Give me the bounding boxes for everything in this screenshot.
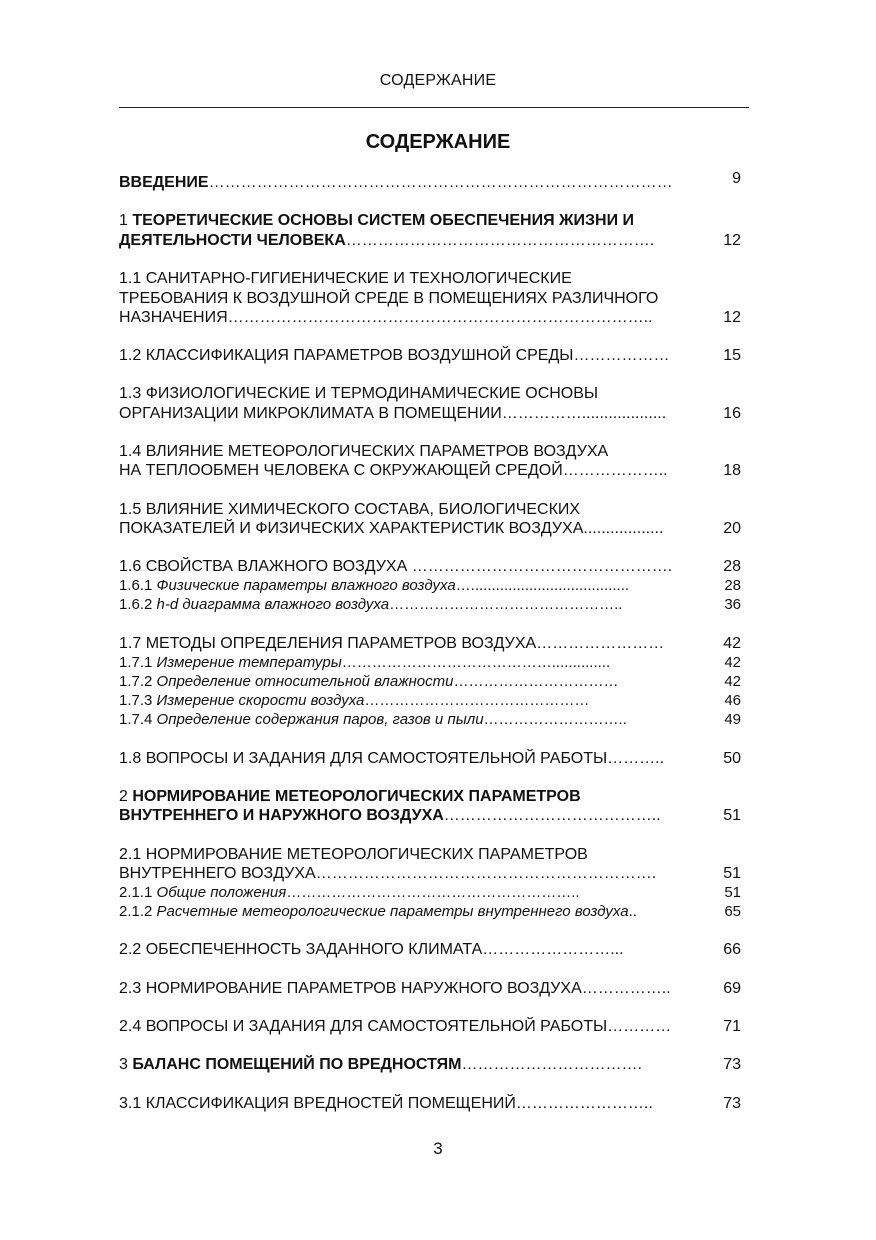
toc-title-text: 3.1 КЛАССИФИКАЦИЯ ВРЕДНОСТЕЙ ПОМЕЩЕНИЙ bbox=[119, 1095, 516, 1112]
toc-leader: ……………………………………… bbox=[364, 692, 590, 709]
toc-line[interactable] bbox=[119, 269, 741, 288]
toc-page: 69 bbox=[723, 980, 741, 997]
toc-title-text: h-d диаграмма влажного воздуха bbox=[156, 596, 390, 613]
toc-leader: …………….. bbox=[581, 980, 671, 997]
toc-page: 28 bbox=[723, 558, 741, 575]
toc-leader: ………… bbox=[607, 1018, 672, 1035]
toc-line[interactable] bbox=[119, 170, 741, 192]
toc-leader: …………………… bbox=[536, 635, 665, 652]
toc-title-text: 2.3 НОРМИРОВАНИЕ ПАРАМЕТРОВ НАРУЖНОГО ВОЗДУХА bbox=[119, 980, 582, 997]
toc-title-text: НОРМИРОВАНИЕ МЕТЕОРОЛОГИЧЕСКИХ ПАРАМЕТРОВ bbox=[132, 788, 581, 805]
toc-page: 71 bbox=[723, 1018, 741, 1035]
toc-page: 42 bbox=[724, 673, 741, 690]
toc-line[interactable] bbox=[119, 691, 741, 710]
toc-line[interactable] bbox=[119, 806, 741, 825]
toc-title-text: 2.1 НОРМИРОВАНИЕ МЕТЕОРОЛОГИЧЕСКИХ ПАРАМЕТРОВ bbox=[119, 846, 588, 863]
toc-leader: ……………… bbox=[573, 347, 670, 364]
toc-line[interactable] bbox=[119, 749, 741, 768]
toc-line[interactable] bbox=[119, 710, 741, 729]
toc-leader: …...................................... bbox=[455, 577, 630, 594]
toc-line[interactable] bbox=[119, 1055, 741, 1074]
running-head: СОДЕРЖАНИЕ bbox=[379, 72, 497, 89]
toc-page: 51 bbox=[724, 884, 741, 901]
toc-title-text: 2.2 ОБЕСПЕЧЕННОСТЬ ЗАДАННОГО КЛИМАТА bbox=[119, 941, 483, 958]
toc-line[interactable] bbox=[119, 308, 741, 327]
toc-line[interactable] bbox=[119, 864, 741, 883]
toc-line[interactable] bbox=[119, 384, 741, 403]
toc-page: 28 bbox=[724, 577, 741, 594]
header-rule bbox=[119, 107, 749, 108]
toc-line[interactable] bbox=[119, 787, 741, 806]
page-number: 3 bbox=[433, 1139, 443, 1158]
toc-title-text: Измерение температуры bbox=[156, 654, 342, 671]
toc-line[interactable] bbox=[119, 595, 741, 614]
toc-page: 20 bbox=[723, 520, 741, 537]
toc-title-text: 1.2 КЛАССИФИКАЦИЯ ПАРАМЕТРОВ ВОЗДУШНОЙ СРЕДЫ bbox=[119, 347, 574, 364]
toc-title-text: 1.6 СВОЙСТВА ВЛАЖНОГО ВОЗДУХА bbox=[119, 558, 412, 575]
toc-title-text: ОРГАНИЗАЦИИ МИКРОКЛИМАТА В ПОМЕЩЕНИИ bbox=[119, 405, 502, 422]
toc-title-text: БАЛАНС ПОМЕЩЕНИЙ ПО ВРЕДНОСТЯМ bbox=[132, 1056, 462, 1073]
toc-leader: ……….. bbox=[607, 750, 665, 767]
toc-title-text: Общие положения bbox=[156, 884, 287, 901]
toc-title: СОДЕРЖАНИЕ bbox=[365, 131, 511, 153]
toc-num: 2.1.2 bbox=[119, 903, 157, 920]
toc-title-text: 1.3 ФИЗИОЛОГИЧЕСКИЕ И ТЕРМОДИНАМИЧЕСКИЕ ОСНОВЫ bbox=[119, 385, 599, 402]
toc-title-text: НАЗНАЧЕНИЯ bbox=[119, 309, 228, 326]
toc-leader: …………………………………………………. bbox=[345, 232, 655, 249]
toc-line[interactable] bbox=[119, 672, 741, 691]
toc-title-text: ВВЕДЕНИЕ bbox=[119, 174, 209, 191]
toc-line[interactable] bbox=[119, 576, 741, 595]
toc-page: 51 bbox=[723, 865, 741, 882]
toc-title-text: Физические параметры влажного воздуха bbox=[156, 577, 456, 594]
toc-title-text: 1.1 САНИТАРНО-ГИГИЕНИЧЕСКИЕ И ТЕХНОЛОГИЧЕСКИЕ bbox=[119, 270, 572, 287]
toc-line[interactable] bbox=[119, 231, 741, 250]
toc-page: 50 bbox=[723, 750, 741, 767]
toc-num: 3 bbox=[119, 1056, 133, 1073]
toc-line[interactable] bbox=[119, 1017, 741, 1036]
toc-page: 9 bbox=[732, 170, 741, 187]
toc-title-text: 1.4 ВЛИЯНИЕ МЕТЕОРОЛОГИЧЕСКИХ ПАРАМЕТРОВ ВОЗДУХА bbox=[119, 443, 609, 460]
toc-title-text: ПОКАЗАТЕЛЕЙ И ФИЗИЧЕСКИХ ХАРАКТЕРИСТИК ВОЗДУХА bbox=[119, 520, 584, 537]
toc-line[interactable] bbox=[119, 442, 741, 461]
toc-title-text: 2.4 ВОПРОСЫ И ЗАДАНИЯ ДЛЯ САМОСТОЯТЕЛЬНОЙ РАБОТЫ bbox=[119, 1018, 608, 1035]
toc-leader: ……………………….. bbox=[483, 711, 627, 728]
toc-num: 2.1.1 bbox=[119, 884, 157, 901]
toc-title-text: Определение содержания паров, газов и пыли bbox=[156, 711, 484, 728]
toc-line[interactable] bbox=[119, 211, 741, 230]
toc-page: 49 bbox=[724, 711, 741, 728]
toc-line[interactable] bbox=[119, 500, 741, 519]
toc-leader: .. bbox=[628, 903, 637, 920]
toc-page: 73 bbox=[723, 1095, 741, 1112]
toc-leader: ……………………………………….. bbox=[389, 596, 623, 613]
toc-line[interactable] bbox=[119, 404, 741, 423]
toc-leader: …………………………………………………………………………… bbox=[208, 174, 673, 191]
toc-leader: ……………….. bbox=[562, 462, 668, 479]
toc-num: 1 bbox=[119, 212, 133, 229]
toc-leader: ………………………………….. bbox=[443, 807, 661, 824]
toc-line[interactable] bbox=[119, 519, 741, 538]
toc-title-text: 1.5 ВЛИЯНИЕ ХИМИЧЕСКОГО СОСТАВА, БИОЛОГИЧЕСКИХ bbox=[119, 501, 581, 518]
toc-page: 42 bbox=[723, 635, 741, 652]
toc-num: 1.7.3 bbox=[119, 692, 157, 709]
toc-title-text: ТРЕБОВАНИЯ К ВОЗДУШНОЙ СРЕДЕ В ПОМЕЩЕНИЯХ РАЗЛИЧНОГО bbox=[119, 290, 659, 307]
toc-line[interactable] bbox=[119, 634, 741, 653]
toc-line[interactable] bbox=[119, 845, 741, 864]
toc-page: 12 bbox=[723, 232, 741, 249]
toc-leader: …………………………… bbox=[453, 673, 619, 690]
toc-page: 66 bbox=[723, 941, 741, 958]
toc-leader: …………………………………………………………………….. bbox=[227, 309, 653, 326]
toc-page: 46 bbox=[724, 692, 741, 709]
toc-page: 15 bbox=[723, 347, 741, 364]
toc-num: 1.7.1 bbox=[119, 654, 157, 671]
toc-page: 18 bbox=[723, 462, 741, 479]
toc-num: 1.7.4 bbox=[119, 711, 157, 728]
toc-line[interactable] bbox=[119, 940, 741, 959]
toc-title-text: 1.7 МЕТОДЫ ОПРЕДЕЛЕНИЯ ПАРАМЕТРОВ ВОЗДУХА bbox=[119, 635, 537, 652]
toc-line[interactable] bbox=[119, 461, 741, 480]
toc-line[interactable] bbox=[119, 883, 741, 902]
toc-title-text: ТЕОРЕТИЧЕСКИЕ ОСНОВЫ СИСТЕМ ОБЕСПЕЧЕНИЯ ЖИЗНИ И bbox=[132, 212, 635, 229]
toc-num: 1.7.2 bbox=[119, 673, 157, 690]
toc-line[interactable] bbox=[119, 979, 741, 998]
toc-leader: ……………................... bbox=[501, 405, 667, 422]
toc-title-text: ДЕЯТЕЛЬНОСТИ ЧЕЛОВЕКА bbox=[119, 232, 346, 249]
toc-num: 1.6.2 bbox=[119, 596, 157, 613]
toc-title-text: 1.8 ВОПРОСЫ И ЗАДАНИЯ ДЛЯ САМОСТОЯТЕЛЬНОЙ РАБОТЫ bbox=[119, 750, 608, 767]
toc-num: 2 bbox=[119, 788, 133, 805]
toc-title-text: ВНУТРЕННЕГО ВОЗДУХА bbox=[119, 865, 316, 882]
toc-line[interactable] bbox=[119, 289, 741, 308]
toc-page: 73 bbox=[723, 1056, 741, 1073]
toc-leader: .................. bbox=[583, 520, 664, 537]
toc-leader: ………………………………………………………. bbox=[315, 865, 657, 882]
toc-leader: …………………………………………. bbox=[411, 558, 673, 575]
toc-title-text: ВНУТРЕННЕГО И НАРУЖНОГО ВОЗДУХА bbox=[119, 807, 444, 824]
toc-title-text: НА ТЕПЛООБМЕН ЧЕЛОВЕКА С ОКРУЖАЮЩЕЙ СРЕДОЙ bbox=[119, 462, 563, 479]
toc-leader: ………………………………………………….. bbox=[286, 884, 580, 901]
toc-line[interactable] bbox=[119, 346, 741, 365]
toc-line[interactable] bbox=[119, 653, 741, 672]
toc-page: 65 bbox=[724, 903, 741, 920]
toc-leader: ……………………………. bbox=[461, 1056, 642, 1073]
toc-page: 51 bbox=[723, 807, 741, 824]
toc-title-text: Расчетные метеорологические параметры внутреннего воздуха bbox=[156, 903, 629, 920]
toc-page: 42 bbox=[724, 654, 741, 671]
toc-line[interactable] bbox=[119, 557, 741, 576]
toc-page: 12 bbox=[723, 309, 741, 326]
toc-leader: …………………………………….............. bbox=[341, 654, 611, 671]
toc-page: 36 bbox=[724, 596, 741, 613]
toc-line[interactable] bbox=[119, 902, 741, 921]
toc-title-text: Определение относительной влажности bbox=[156, 673, 454, 690]
toc-title-text: Измерение скорости воздуха bbox=[156, 692, 365, 709]
toc-line[interactable] bbox=[119, 1094, 741, 1113]
toc-page: 16 bbox=[723, 405, 741, 422]
toc-num: 1.6.1 bbox=[119, 577, 157, 594]
toc-leader: ……………………... bbox=[482, 941, 624, 958]
toc-leader: …………………….. bbox=[515, 1095, 653, 1112]
